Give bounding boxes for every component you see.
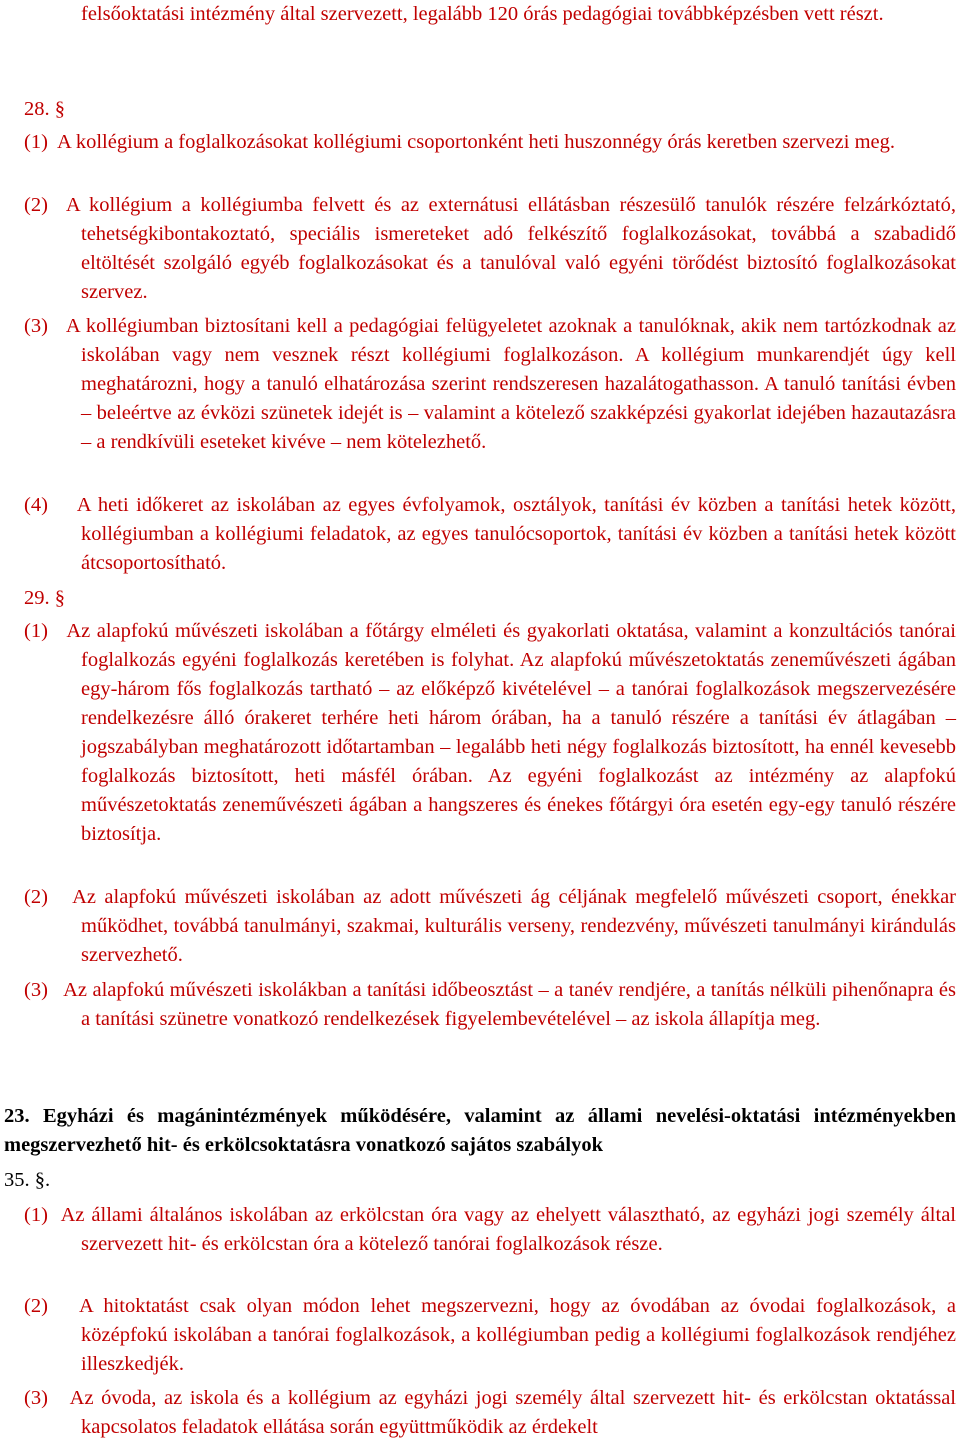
paragraph-number: (3) bbox=[24, 315, 48, 337]
paragraph-number: (2) bbox=[24, 194, 48, 216]
paragraph-text: A kollégium a kollégiumba felvett és az externátusi ellátásban részesülő tanulók részére felzárkóztató, tehetségkibontakoztató, speciális ismereteket adó felkészítő foglalkozásokat, továbbá a szabadidő eltöltését szolgáló egyéb foglalkozásokat és a tanulóval való egyéni törődést biztosító foglalkozásokat szervez. bbox=[65, 194, 956, 303]
section-number: 28. bbox=[24, 98, 50, 120]
paragraph-28-3 bbox=[24, 312, 956, 457]
paragraph-text: Az alapfokú művészeti iskolában az adott művészeti ág céljának megfelelő művészeti csoport, énekkar működhet, továbbá tanulmányi, szakmai, kulturális verseny, rendezvény, művészeti tanulmányi kirándulás szervezhető. bbox=[72, 886, 956, 966]
paragraph-number: (1) bbox=[24, 131, 48, 153]
paragraph-29-1 bbox=[24, 617, 956, 849]
paragraph-text: A heti időkeret az iskolában az egyes évfolyamok, osztályok, tanítási év közben a tanítási hetek között, kollégiumban a kollégiumi feladatok, az egyes tanulócsoportok, tanítási év közben a tanítási hetek között átcsoportosítható. bbox=[76, 494, 956, 574]
paragraph-35-3 bbox=[24, 1384, 956, 1442]
paragraph-29-2 bbox=[24, 883, 956, 970]
paragraph-number: (3) bbox=[24, 979, 48, 1001]
paragraph-28-2 bbox=[24, 191, 956, 307]
chapter-heading-23 bbox=[4, 1102, 956, 1160]
paragraph-number: (3) bbox=[24, 1387, 48, 1409]
paragraph-text: A hitoktatást csak olyan módon lehet megszervezni, hogy az óvodában az óvodai foglalkozások, a középfokú iskolában a tanórai foglalkozások, a kollégiumban pedig a kollégiumi foglalkozások rendjéhez illeszkedjék. bbox=[78, 1295, 957, 1375]
paragraph-text: Az óvoda, az iskola és a kollégium az egyházi jogi személy által szervezett hit- és erkölcstan oktatással kapcsolatos feladatok ellátása során együttműködik az érdekelt bbox=[69, 1387, 956, 1438]
section-sign: §. bbox=[34, 1169, 51, 1191]
paragraph-text: Az alapfokú művészeti iskolákban a tanítási időbeosztást – a tanév rendjére, a tanítás nélküli pihenőnapra és a tanítási szünetre vonatkozó rendelkezések figyelembevételével – az iskola állapítja meg. bbox=[63, 979, 956, 1030]
paragraph-text: felsőoktatási intézmény által szervezett, legalább 120 órás pedagógiai továbbképzésben vett részt. bbox=[81, 3, 884, 25]
paragraph-text: Az állami általános iskolában az erkölcstan óra vagy az ehelyett választható, az egyházi jogi személy által szervezett hit- és erkölcstan óra a kötelező tanórai foglalkozások része. bbox=[60, 1204, 956, 1255]
paragraph-number: (2) bbox=[24, 1295, 48, 1317]
section-number: 29. bbox=[24, 587, 50, 609]
section-heading-29 bbox=[24, 584, 956, 613]
paragraph-28-1 bbox=[24, 128, 956, 157]
paragraph-28-4 bbox=[24, 491, 956, 578]
paragraph-29-3 bbox=[24, 976, 956, 1034]
paragraph-text: A kollégiumban biztosítani kell a pedagógiai felügyeletet azoknak a tanulóknak, akik nem tartózkodnak az iskolában vagy nem vesznek részt kollégiumi foglalkozáson. A kollégium munkarendjét úgy kell meghatározni, hogy a tanuló elhatározása szerint rendszeresen hazalátogathasson. A tanuló tanítási évben – beleértve az évközi szünetek idejét is – valamint a kötelező szakképzési gyakorlat idejében hazautazásra – a rendkívüli eseteket kivéve – nem kötelezhető. bbox=[65, 315, 957, 453]
paragraph-text: Az alapfokú művészeti iskolában a főtárgy elméleti és gyakorlati oktatása, valamint a konzultációs tanórai foglalkozás egyéni foglalkozás keretében is folyhat. Az alapfokú művészetoktatás zeneművészeti ágában egy-három fős foglalkozás tartható – az előképző kivételével – a tanórai foglalkozások megszervezésére rendelkezésre álló órakeret terhére heti három órában, ha a tanuló részére a tanítási év átlagában – jogszabályban meghatározott időtartamban – legalább heti négy foglalkozás biztosított, ha ennél kevesebb foglalkozás biztosított, heti másfél órában. Az egyéni foglalkozást az intézmény az alapfokú művészetoktatás zeneművészeti ágában a hangszeres és énekes főtárgyi óra esetén egy-egy tanuló részére biztosítja. bbox=[66, 620, 956, 845]
paragraph-number: (1) bbox=[24, 1204, 48, 1226]
paragraph-number: (2) bbox=[24, 886, 48, 908]
section-number: 35. bbox=[4, 1169, 30, 1191]
paragraph-35-1 bbox=[24, 1201, 956, 1259]
paragraph-35-2 bbox=[24, 1292, 956, 1379]
section-sign: § bbox=[54, 98, 65, 120]
section-heading-35 bbox=[4, 1166, 936, 1195]
paragraph-number: (4) bbox=[24, 494, 48, 516]
paragraph-text: A kollégium a foglalkozásokat kollégiumi csoportonként heti huszonnégy órás keretben szervezi meg. bbox=[57, 131, 896, 153]
chapter-heading-text: 23. Egyházi és magánintézmények működésére, valamint az állami nevelési-oktatási intézményekben megszervezhető hit- és erkölcsoktatásra vonatkozó sajátos szabályok bbox=[4, 1105, 956, 1156]
section-sign: § bbox=[54, 587, 65, 609]
paragraph-continuation bbox=[24, 0, 960, 29]
section-heading-28 bbox=[24, 95, 956, 124]
paragraph-number: (1) bbox=[24, 620, 48, 642]
